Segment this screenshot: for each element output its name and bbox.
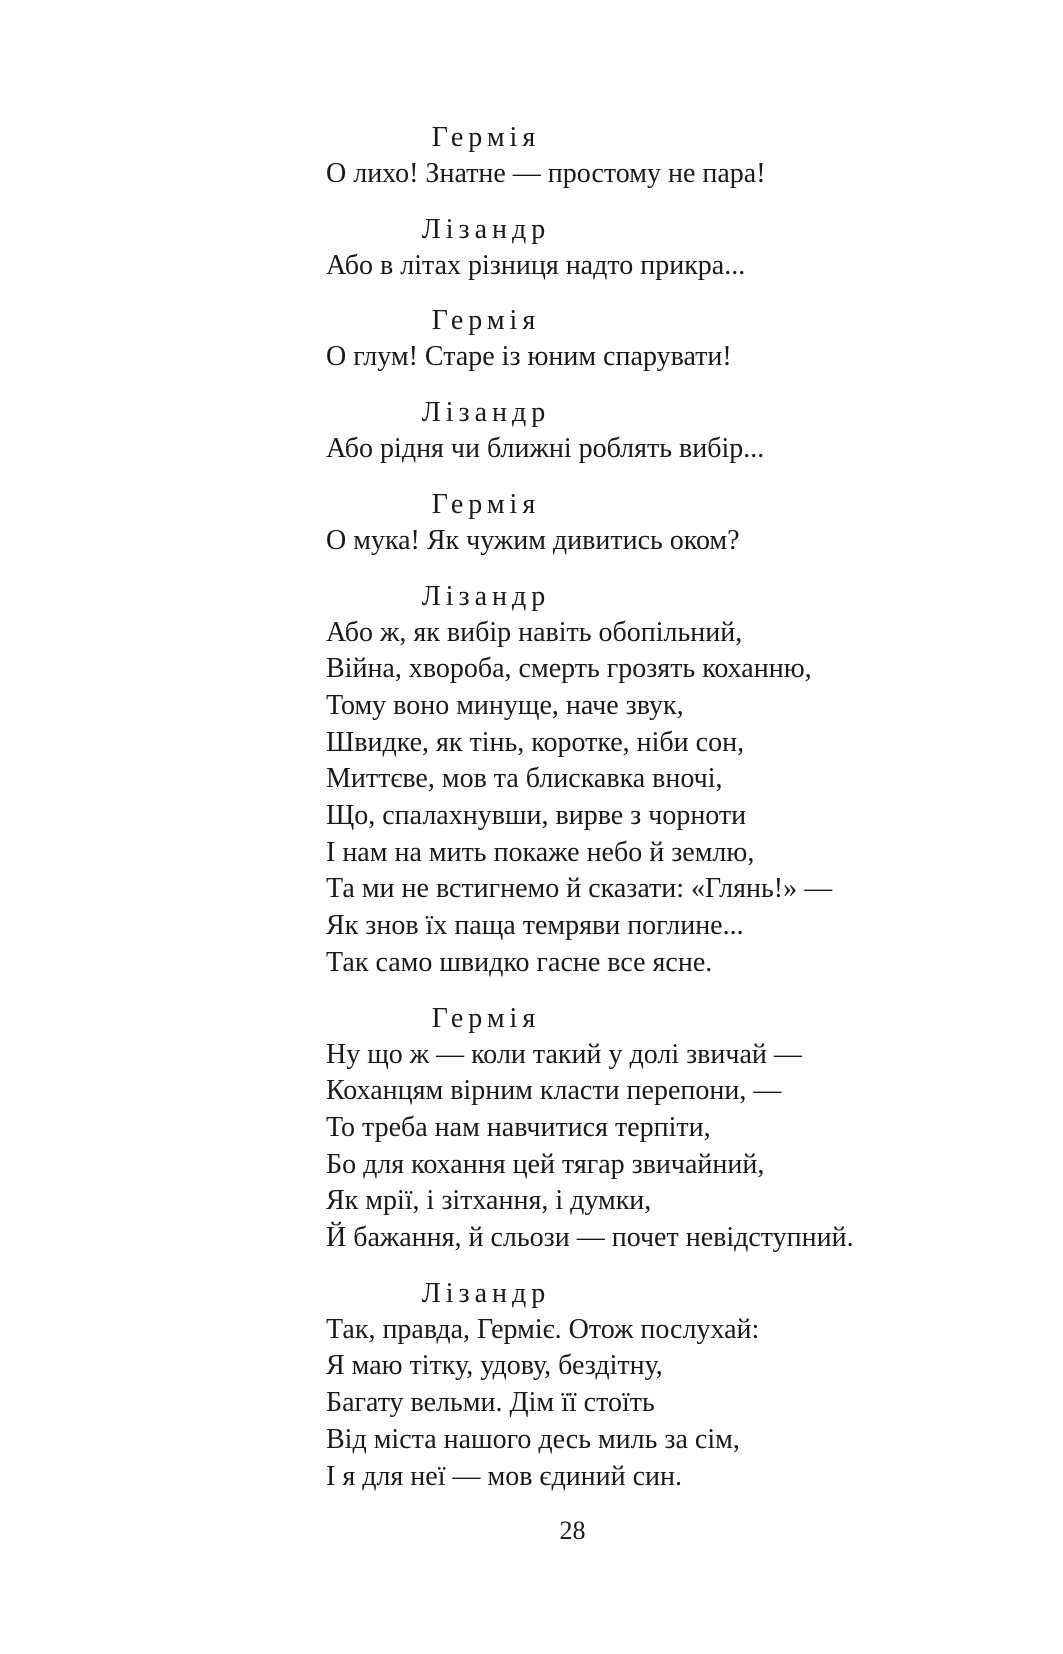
speaker-name: Гермія — [431, 122, 541, 153]
verse-line: Або рідня чи ближні роблять вибір... — [326, 433, 765, 465]
play-text — [326, 120, 946, 1514]
page-number: 28 — [559, 1516, 586, 1545]
verse-line: О лихо! Знатне — простому не пара! — [326, 158, 766, 189]
verse-line: Від міста нашого десь миль за сім, — [326, 1423, 740, 1455]
speech-block — [326, 579, 946, 982]
verse-line: Та ми не встигнемо й сказати: «Глянь!» — — [326, 873, 833, 905]
verse-line: Як знов їх паща темряви поглине... — [326, 910, 744, 942]
verse-line: Багату вельми. Дім її стоїть — [326, 1387, 655, 1419]
verse-line: І нам на мить покаже небо й землю, — [326, 836, 755, 868]
speech-block — [326, 212, 946, 285]
speech-block — [326, 1276, 946, 1496]
verse-line: Так, правда, Герміє. Отож послухай: — [326, 1313, 760, 1345]
verse-line: Ну що ж — коли такий у долі звичай — — [326, 1038, 802, 1070]
speech-block — [326, 1001, 946, 1257]
speech-block — [326, 395, 946, 468]
verse-line: Коханцям вірним класти перепони, — — [326, 1075, 782, 1107]
speech-block — [326, 120, 946, 193]
verse-line: Швидке, як тінь, коротке, ніби сон, — [326, 726, 745, 758]
speaker-name: Лізандр — [421, 213, 551, 245]
speaker-name: Гермія — [431, 1002, 541, 1034]
speaker-name: Лізандр — [421, 580, 551, 612]
verse-line: О глум! Старе із юним спарувати! — [326, 341, 732, 373]
verse-line: Війна, хвороба, смерть грозять коханню, — [326, 653, 812, 685]
verse-line: Я маю тітку, удову, бездітну, — [326, 1350, 663, 1382]
verse-line: Або в літах різниця надто прикра... — [326, 249, 746, 281]
verse-line: То треба нам навчитися терпіти, — [326, 1111, 711, 1143]
verse-line: Й бажання, й сльози — почет невідступний. — [326, 1222, 854, 1254]
verse-line: Як мрії, і зітхання, і думки, — [326, 1185, 652, 1217]
speaker-name: Лізандр — [421, 1277, 551, 1309]
verse-line: Бо для кохання цей тягар звичайний, — [326, 1148, 765, 1180]
verse-line: І я для неї — мов єдиний син. — [326, 1460, 683, 1492]
speech-block — [326, 487, 946, 560]
speech-block — [326, 303, 946, 376]
verse-line: Що, спалахнувши, вирве з чорноти — [326, 800, 747, 832]
verse-line: Так само швидко гасне все ясне. — [326, 946, 713, 978]
speaker-name: Гермія — [431, 488, 541, 520]
verse-line: Миттєве, мов та блискавка вночі, — [326, 763, 723, 795]
speaker-name: Лізандр — [421, 397, 551, 429]
verse-line: Або ж, як вибір навіть обопільний, — [326, 616, 743, 648]
verse-line: Тому воно минуще, наче звук, — [326, 689, 684, 721]
verse-line: О мука! Як чужим дивитись оком? — [326, 524, 740, 556]
speaker-name: Гермія — [431, 305, 541, 337]
